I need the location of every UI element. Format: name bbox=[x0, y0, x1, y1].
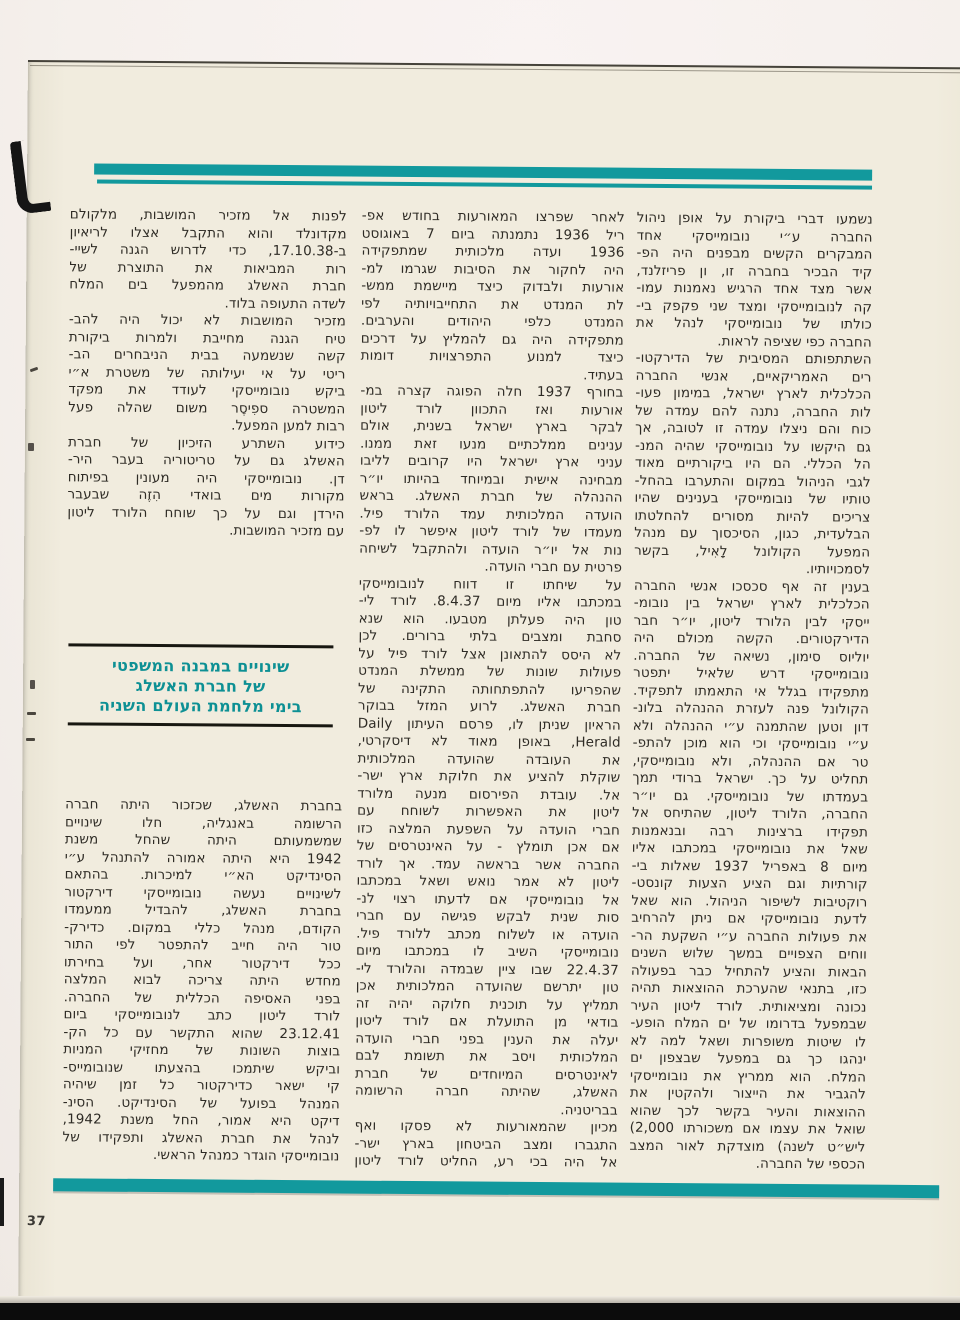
text-line: חברי הועדה על השפעת המלצה כזו bbox=[356, 820, 621, 839]
scan-edge-sliver bbox=[0, 1178, 4, 1226]
text-line: הדירקטורים. הקשה מכולם היה bbox=[633, 629, 870, 648]
text-line: על שיחתו זו דווח לנובומייסקי bbox=[358, 575, 622, 594]
text-line: אם אכן תומלץ - על האינטרסים של bbox=[356, 837, 620, 856]
text-line: את העובדה שהועדה המלכותית bbox=[357, 750, 621, 769]
text-line: ב-17.10.38, כדי לדרוש הגנה לשיי- bbox=[69, 241, 347, 260]
text-line: טותיו של נובומייסקי בענינים שהיו bbox=[634, 489, 871, 508]
text-line: מעמדו של לורד ליטון איפשר לו לפ- bbox=[359, 522, 623, 541]
text-line: קורתיות וגם הציע הצעות קונסט- bbox=[631, 874, 868, 893]
text-line: 22.4.37 שבו ציין שבמדה והלורד לי- bbox=[355, 960, 619, 979]
text-line: עם מזכיר המושבות. bbox=[229, 522, 345, 540]
text-line: וביקש שיתמכו בהצעתו שנובומייס- bbox=[63, 1058, 341, 1077]
text-line: ליטון לא אמר נואש ושאל במכתבו bbox=[356, 872, 620, 891]
text-line: עניני ארץ ישראל היו קרובים לליבו bbox=[359, 452, 623, 471]
text-line: בחורף 1937 חלה הפוגה קצרה במ- bbox=[360, 382, 624, 401]
text-line: היה לחקור את הסיבות שגרמו למ- bbox=[361, 260, 625, 279]
text-line: של חברת האשלג bbox=[135, 675, 266, 696]
text-line: נובומייסקי דרש שלאיל יתפטר bbox=[633, 664, 870, 683]
text-line: ליטון את האפשרות לשוחח עם bbox=[357, 802, 621, 821]
text-line: פרטית עם חברי הועדה. bbox=[484, 558, 623, 576]
text-line: הכספי של החברה. bbox=[755, 1155, 866, 1173]
text-line: לנהל את חברת האשלג ותפקידו של bbox=[62, 1128, 340, 1147]
text-line: יעלה את הענין בפני חברי הועדה bbox=[355, 1030, 619, 1049]
text-line: לבקר בארץ ישראל בשנית, אולם bbox=[360, 417, 624, 436]
text-line: בעמדתו של נובומייסקי. גם יו״ר bbox=[632, 787, 869, 806]
text-line: הקולונל פנה לעזרת ההנהלה בלונ- bbox=[632, 699, 869, 718]
text-line: לאינטרסים המיוחדים של חברת bbox=[354, 1065, 619, 1084]
text-line: קי ישאר כדירקטור כל זמן שיהיה bbox=[62, 1076, 341, 1095]
text-line: צריכים להיות מסורים להחלטתו bbox=[634, 507, 871, 526]
text-line: בודאי מן התועלת אם לורד ליטון bbox=[355, 1012, 619, 1031]
text-line: לשדה התעופה בלוד. bbox=[224, 295, 347, 313]
text-line: 1942 היא היתה אמורה להתנהל ע״י bbox=[64, 848, 342, 867]
text-line: לדעת נובומייסקי אם ניתן להרחיב bbox=[631, 909, 868, 928]
text-line: הירדן וגם על כך שוחח הלורד ליטון bbox=[67, 503, 345, 522]
text-line: אורעות ולבדוק כיצד מיישמת ממש- bbox=[361, 277, 625, 296]
top-rule-thin bbox=[97, 180, 872, 190]
page-bottom-edge bbox=[0, 1296, 960, 1303]
edge-speck bbox=[26, 738, 35, 741]
text-line: הבלעדית, כגון, הסיכסוך עם מנהל bbox=[634, 524, 871, 543]
text-line: ככל דירקטור אחר, ועל בחירתו bbox=[63, 953, 341, 972]
column-middle bbox=[354, 208, 625, 1173]
text-line: כידוע השתרע הזיכיון של חברת bbox=[67, 433, 346, 453]
text-line: אל היה בכי רע, החליט לורד ליטון bbox=[354, 1152, 618, 1171]
text-line: לת המנדט את התחייבויותיה לפי bbox=[361, 295, 625, 314]
scan-edge-band bbox=[0, 1303, 960, 1320]
text-line: דיקט היא אמור, החל משנת 1942, bbox=[62, 1111, 340, 1130]
text-line: שינויים במבנה המשפטי bbox=[111, 655, 290, 677]
text-line: לסמכויותיו. bbox=[805, 561, 871, 578]
text-line: בבריטניה. bbox=[560, 1101, 618, 1119]
text-line: שהפריעו להתפתחותה התקינה של bbox=[358, 680, 622, 699]
text-line: המפעל הקולונל לָאִיל, בקשר bbox=[634, 542, 871, 561]
text-line: החברה, הלורד ליטון, שהתיחס אל bbox=[632, 804, 869, 823]
text-line: לשינויים נעשה נובומייסקי דירקטור bbox=[64, 883, 342, 902]
text-line: גם היקשו על נובומייסקי שהיה המנ- bbox=[634, 437, 872, 456]
text-line: פעולות שונות של ממשלת המנדט bbox=[358, 662, 622, 681]
text-line: ריל 1936 נתמנתה ביום 7 באוגוסט bbox=[361, 225, 625, 244]
text-line: החברה ע״י נובומייסקי אחד bbox=[636, 227, 873, 246]
text-line: התגברו ומצב הביטחון בארץ ישר- bbox=[354, 1135, 618, 1154]
page-number: 37 bbox=[26, 1214, 47, 1230]
text-line: הועדה או לשלוח מכתב ללורד פיל. bbox=[356, 925, 620, 944]
top-rule-thick bbox=[94, 164, 872, 181]
text-line: נכונה ומציאותית. לורד ליטון העיר bbox=[630, 997, 867, 1016]
text-line: האשלג גם על טריטוריה בעבר היר- bbox=[67, 451, 345, 470]
text-line: הכלכלית לארץ ישראל, במימון פעו- bbox=[635, 384, 872, 403]
text-line: רוקטיבות לשיפור הניהול. הוא שאל bbox=[631, 892, 868, 911]
text-line: דן. נובומייסקי היה מעונין בפיתוח bbox=[67, 468, 345, 488]
text-line: בחברת האשלג, שכזכור היתה חברה bbox=[65, 796, 343, 815]
text-line: בפני האסיפה הכללית של החברה. bbox=[63, 988, 341, 1007]
text-line: נות אל יו״ר הועדה ולהתקבל לשיחה bbox=[359, 540, 623, 559]
text-line: סחבת ומצבים בלתי ברורים. לכן bbox=[358, 627, 622, 646]
text-line: המשטרה ספִיסֶר משום שהלה פעל bbox=[68, 398, 346, 418]
text-line: כיצד למנוע התפרצויות דומות bbox=[360, 347, 624, 366]
edge-speck bbox=[27, 712, 36, 715]
text-line: הרשומה באנגליה, חלו שינויים bbox=[64, 813, 343, 832]
text-line: חברת האשלג מהמפעל בים המלח bbox=[69, 276, 347, 295]
text-line: מחדש היתה צריכה לבוא המלצה bbox=[63, 971, 341, 990]
text-line: רבות למען המפעל. bbox=[231, 417, 346, 435]
text-line: קה לנובומייסקי ומצד שני פקפק בי- bbox=[636, 297, 873, 316]
text-line: לות החברה, נתנה להם עמדה של bbox=[635, 402, 872, 421]
text-line: 1936 ועדה מלכותית שמתפקידה bbox=[361, 242, 625, 261]
text-line: שאל את נובומייסקי במכתבו אליו bbox=[631, 839, 868, 858]
text-line: להגביר את הייצור ולהקטין את bbox=[629, 1084, 866, 1103]
text-line: החברה אשר בראשה עמד. אך לורד bbox=[356, 855, 620, 874]
edge-speck bbox=[30, 680, 35, 689]
text-line: לורד ליטון כתב לנובומייסקי ביום bbox=[63, 1006, 341, 1025]
text-line: דון וטען שהתמנה ע״י ההנהלה ולא bbox=[632, 717, 869, 736]
column-left-bottom bbox=[62, 796, 342, 1166]
text-line: טון היה פעלתן מטבעו. הוא שנא bbox=[358, 610, 622, 629]
section-heading-box bbox=[68, 643, 334, 727]
text-line: לפנות אל מזכיר המושבות, מלקולם bbox=[69, 206, 347, 225]
text-line: לאחר שפרצו המאורעות בחודש אפ- bbox=[361, 207, 625, 226]
text-line: במכתבו אליו מיום 8.4.37. לורד לי- bbox=[358, 592, 622, 611]
text-line: הבאות והציע להתחיל כבר בפעולה bbox=[630, 962, 867, 981]
text-line: תמליץ על תוכנית חלוקה יהיה זה bbox=[355, 995, 619, 1014]
text-line: אל. עובדת הפירסום מנעה מלורד bbox=[357, 785, 621, 804]
text-line: ביקש נובומייסקי לעודד את מפקד bbox=[68, 381, 346, 400]
text-line: רות המביאות את התוצרת של bbox=[69, 258, 347, 278]
text-line: ליש״ט לשנה) מוצדקת לאור המצב bbox=[629, 1137, 866, 1156]
text-line: המלח. הוא ממריץ את נובומייסקי bbox=[629, 1067, 867, 1086]
text-line: טיח הגנה מחייבת ולמרות ביקורת bbox=[68, 328, 346, 348]
text-line: מקדונלד והוא התקבל אצלו לריאיון bbox=[69, 223, 347, 243]
text-line: הועדה המלכותית עמד הלורד פיל. bbox=[359, 505, 623, 524]
text-line: ענינים ממלכתיים מנעו זאת ממנו. bbox=[359, 435, 624, 454]
text-line: החברה כפי שציפה לראות. bbox=[717, 332, 872, 351]
text-line: בענין זה אף סכסכו אנשי החברה bbox=[633, 577, 870, 596]
text-line: ריטי על אי יעילותה של משטרת א״י bbox=[68, 363, 346, 383]
text-line: טור היה חייב להתפטר לפי התור bbox=[63, 936, 342, 955]
text-line: בעתיד. bbox=[583, 366, 624, 384]
column-right bbox=[629, 210, 873, 1174]
text-line: מתפקידה היה גם להמליץ על דרכים bbox=[360, 330, 624, 349]
text-line: בחברת האשלג, להבדיל ממעמדו bbox=[64, 901, 342, 920]
text-line: המנהל בפועל של הסינדיקט. הסינ- bbox=[62, 1093, 340, 1112]
text-line: ההוצאות והעיר בקשר לכך שהוא bbox=[629, 1102, 866, 1121]
text-line: יוליוס סימון, נשיאה של החברה. bbox=[633, 647, 870, 666]
text-line: הסינדיקט הא״י למיכרות. בהתאם bbox=[64, 866, 342, 885]
text-line: 23.12.41 שהוא התקשר עם כל הק- bbox=[63, 1023, 341, 1042]
text-line: בימי מלחמת העולם השניה bbox=[98, 695, 302, 717]
text-line: המלכותית ויסב את תשומת לבם bbox=[355, 1047, 619, 1066]
text-line: נובומייסקי השיב לו במכתבו מיום bbox=[355, 942, 620, 961]
text-line: Herald, באופן מאוד לא דיסקרטי, bbox=[357, 732, 621, 751]
text-line: אל נובומייסקי אם לדעתו רצוי לנ- bbox=[356, 890, 620, 909]
text-line: ינהגו כך גם במפעל שבצפון ים bbox=[630, 1049, 867, 1068]
text-line: המנדט כלפי היהודים והערבים. bbox=[360, 312, 625, 331]
text-line: קשה שנשמעה בבית הניבחרים הב- bbox=[68, 346, 346, 365]
text-line: המבקרים הקשים מבפנים היה הפ- bbox=[636, 244, 873, 263]
text-line: האשלג, שהיתה חברה הרשומה bbox=[354, 1082, 618, 1101]
edge-speck bbox=[28, 443, 34, 451]
text-line: שמשמעותם היתה שהחל משנת bbox=[64, 831, 342, 850]
text-line: מזכיר המושבות לא יכול היה להב- bbox=[68, 311, 347, 330]
text-line: כולתו של נובומייסקי לנהל את bbox=[635, 314, 873, 333]
text-line: נובומייסקי הוגדר כמנהל הראשי. bbox=[152, 1147, 340, 1165]
text-line: נשמעו דברי ביקורת על אופן ניהול bbox=[636, 209, 873, 228]
text-line: הראיון שניתן לו, פרסם העיתון Daily bbox=[357, 715, 621, 734]
text-line: סות שנית לבקש פגישה עם חברי bbox=[356, 907, 620, 926]
text-line: אורעות ואז התכוון לורד ליטון bbox=[360, 400, 624, 419]
magazine-page bbox=[18, 60, 960, 1309]
text-line: הקודם, מנהל כללי במקום. כדירק- bbox=[64, 918, 342, 937]
text-line: את פעולות החברה ע״י השקעת הר- bbox=[631, 927, 868, 946]
text-line: טר אם ההנהלה, ולא נובומייסקי, bbox=[632, 752, 869, 771]
text-line: הכלכלית לארץ ישראל בין נובומ- bbox=[633, 594, 870, 613]
text-line: שבמפעל בדרומו של ים המלח הופע- bbox=[630, 1014, 867, 1033]
text-line: מקורות מים בואדי הִזֶה שבעבר bbox=[67, 486, 345, 505]
column-left-top bbox=[67, 206, 347, 541]
text-line: חברת האשלג. לרוע המזל בבוקר bbox=[357, 697, 621, 716]
text-line: כזו, בתנאי שהערכת ההוצאות תהיה bbox=[630, 979, 867, 998]
text-line: לא היסס להתאונן אצל לורד פיל על bbox=[358, 645, 622, 664]
text-line: אשר מצד אחד הרגיש נאמנות עמו- bbox=[636, 279, 873, 298]
text-line: ייסקי לבין הלורד ליטון, יו״ר חבר bbox=[633, 612, 870, 631]
text-line: לגבי הניהול במקום והתערבו בהחל- bbox=[634, 472, 871, 491]
text-line: מיום 8 באפריל 1937 שאלות בי- bbox=[631, 857, 868, 876]
text-line: לו שיטות משופרות ושאל למה לא bbox=[630, 1032, 867, 1051]
text-line: ההנהלה של חברת האשלג. בראש bbox=[359, 487, 623, 506]
text-line: בוצות השונות של מחזיקי המניות bbox=[63, 1041, 341, 1060]
text-line: מתפקידו בגלל אי התאמתו לתפקיד. bbox=[633, 682, 870, 701]
text-line: שואל את עצמו אם משכורתו ‎(2,000 bbox=[629, 1119, 866, 1138]
text-line: טון יתרשם שהועדה המלכותית אכן bbox=[355, 977, 619, 996]
text-line: קיד הבכיר בחברה זו, ון פריזלנד, bbox=[636, 262, 873, 281]
text-line: מבחינה אישית ובמיוחד בהיותו יו״ר bbox=[359, 470, 623, 489]
text-line: ווחים הצפויים במשך שלוש השנים bbox=[630, 944, 868, 963]
text-line: הל הכללי. הם היו ביקורתיים מאוד bbox=[634, 454, 871, 473]
text-line: ע״י נובומייסקי וכי הוא מוכן להתפ- bbox=[632, 734, 869, 753]
bottom-rule bbox=[53, 1178, 939, 1198]
text-line: שוקלת להציע את חלוקת ארץ ישר- bbox=[357, 767, 621, 786]
text-line: כוח והם ניצלו עמדה זו לטובה, אך bbox=[635, 419, 872, 438]
text-line: תפקידו ברצינות רבה ובנאמנות bbox=[631, 822, 869, 841]
text-line: מכיון שהמאורעות לא פסקו ואף bbox=[354, 1117, 618, 1136]
text-line: רים האמריקאיים, אנשי החברה bbox=[635, 367, 872, 386]
text-line: השתתפותם המסיבית של הדירקטו- bbox=[635, 349, 872, 368]
text-line: תחליט על כך. ישראל ברודי תמך bbox=[632, 769, 869, 788]
